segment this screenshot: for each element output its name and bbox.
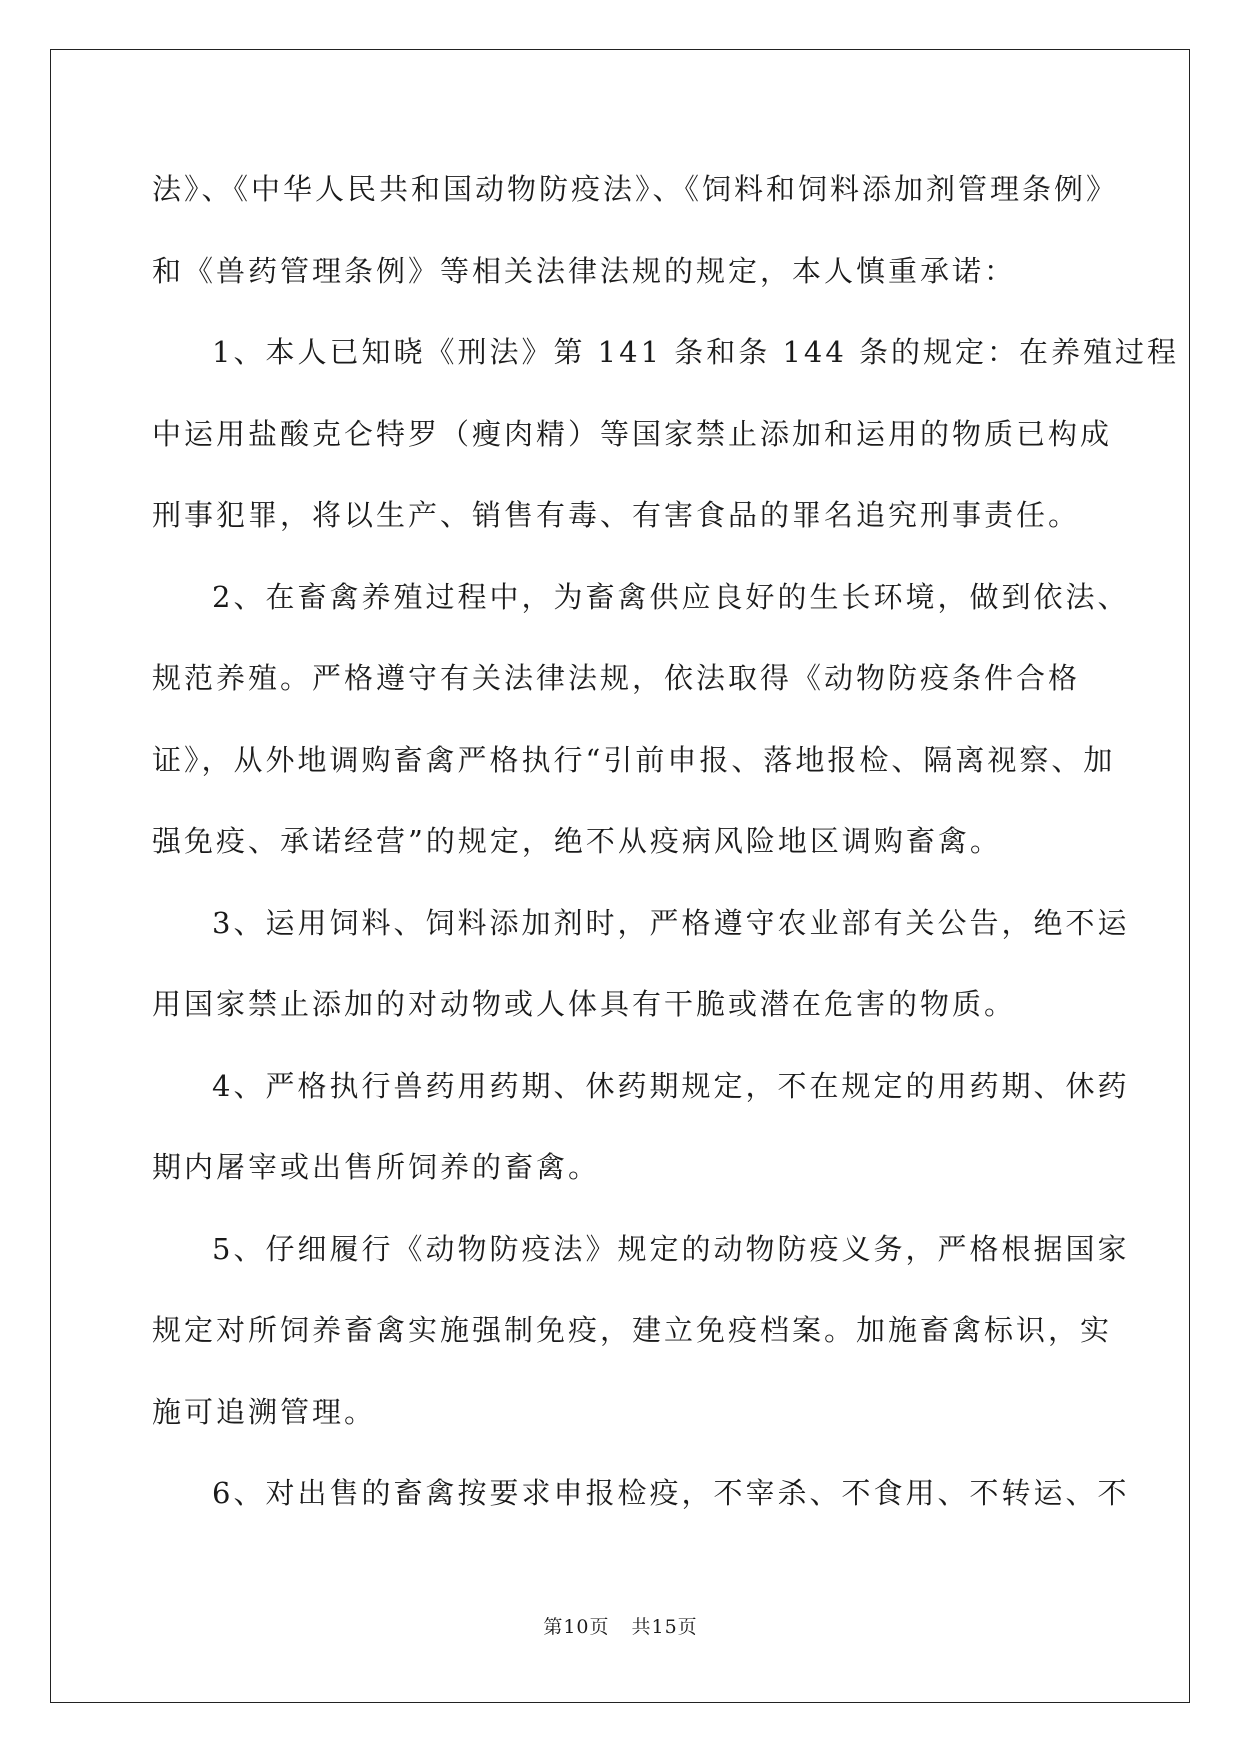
text-line: 刑事犯罪，将以生产、销售有毒、有害食品的罪名追究刑事责任。 xyxy=(152,498,1081,532)
paragraph-2-start: 2、在畜禽养殖过程中，为畜禽供应良好的生长环境，做到依法、 xyxy=(212,579,1130,614)
document-body xyxy=(152,159,1180,1545)
paragraph-6-start: 6、对出售的畜禽按要求申报检疫，不宰杀、不食用、不转运、不 xyxy=(212,1476,1130,1510)
text-line: 规范养殖。严格遵守有关法律法规，依法取得《动物防疫条件合格 xyxy=(152,661,1081,695)
paragraph-5-start: 5、仔细履行《动物防疫法》规定的动物防疫义务，严格根据国家 xyxy=(212,1231,1130,1266)
text-line: 中运用盐酸克仑特罗（瘦肉精）等国家禁止添加和运用的物质已构成 xyxy=(152,416,1113,451)
total-pages-label: 共15页 xyxy=(631,1616,698,1638)
text-line: 规定对所饲养畜禽实施强制免疫，建立免疫档案。加施畜禽标识，实 xyxy=(152,1313,1113,1347)
page-footer xyxy=(0,1612,1241,1639)
text-line: 期内屠宰或出售所饲养的畜禽。 xyxy=(152,1150,601,1184)
text-line: 和《兽药管理条例》等相关法律法规的规定，本人慎重承诺： xyxy=(152,253,1017,288)
text-line: 用国家禁止添加的对动物或人体具有干脆或潜在危害的物质。 xyxy=(152,987,1017,1021)
paragraph-4-start: 4、严格执行兽药用药期、休药期规定，不在规定的用药期、休药 xyxy=(212,1068,1130,1103)
current-page-label: 第10页 xyxy=(543,1616,610,1638)
text-line: 施可追溯管理。 xyxy=(152,1394,377,1429)
text-line: 法》、《中华人民共和国动物防疫法》、《饲料和饲料添加剂管理条例》 xyxy=(152,172,1119,206)
paragraph-1-start: 1、本人已知晓《刑法》第 141 条和条 144 条的规定：在养殖过程 xyxy=(212,335,1180,369)
text-line: 证》，从外地调购畜禽严格执行“引前申报、落地报检、隔离视察、加 xyxy=(152,742,1116,777)
paragraph-3-start: 3、运用饲料、饲料添加剂时，严格遵守农业部有关公告，绝不运 xyxy=(212,905,1130,940)
text-line: 强免疫、承诺经营”的规定，绝不从疫病风险地区调购畜禽。 xyxy=(152,824,1002,858)
